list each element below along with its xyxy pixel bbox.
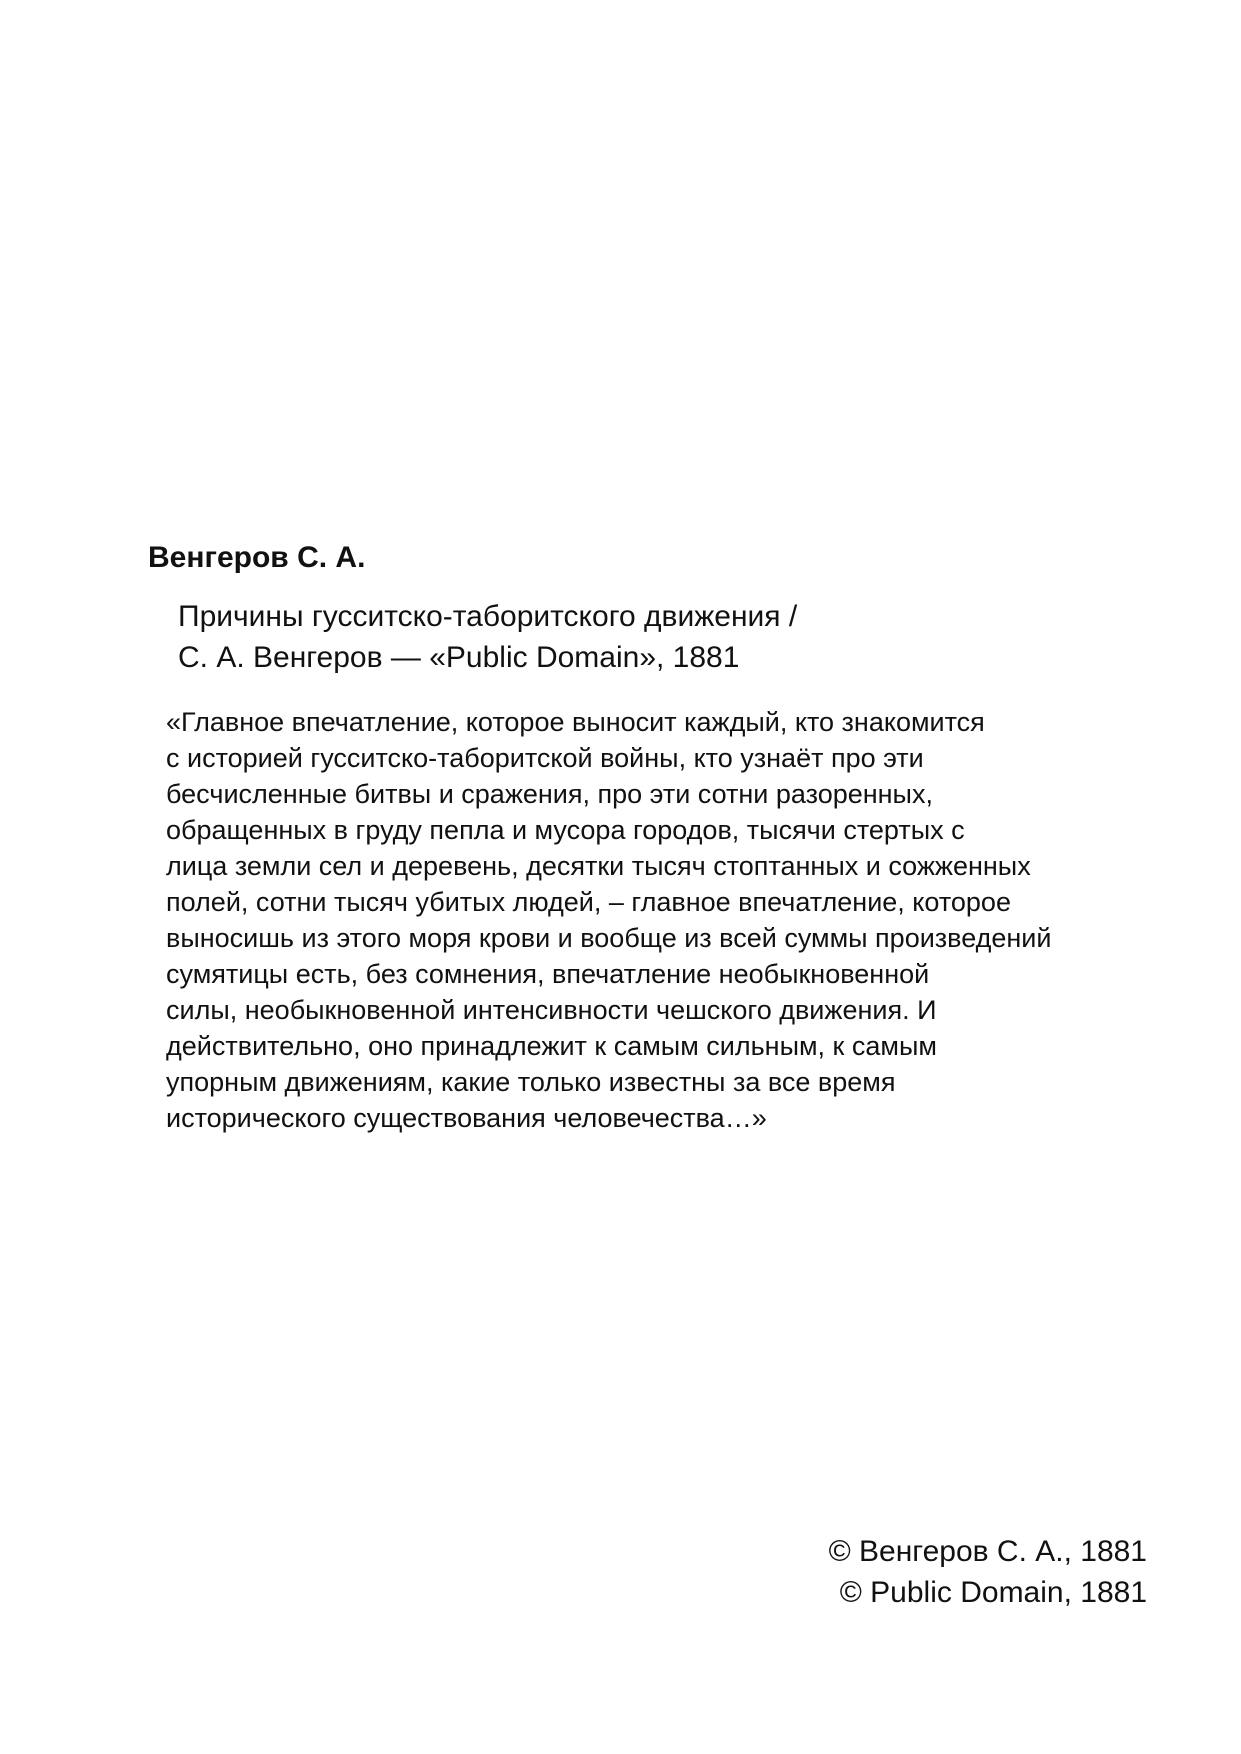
annotation-line: обращенных в груду пепла и мусора городов, тысячи стертых с bbox=[166, 815, 965, 845]
annotation-line: лица земли сел и деревень, десятки тысяч стоптанных и сожженных bbox=[166, 851, 1031, 881]
annotation-line: бесчисленные битвы и сражения, про эти сотни разоренных, bbox=[166, 779, 933, 809]
annotation-line: действительно, оно принадлежит к самым сильным, к самым bbox=[166, 1031, 937, 1061]
annotation-line: с историей гусситско-таборитской войны, кто узнаёт про эти bbox=[166, 743, 924, 773]
annotation-line: выносишь из этого моря крови и вообще из всей суммы произведений bbox=[166, 923, 1052, 953]
annotation-line: упорным движениям, какие только известны за все время bbox=[166, 1067, 896, 1097]
copyright-block bbox=[829, 1531, 1147, 1613]
bibliographic-record bbox=[178, 596, 797, 678]
annotation-line: исторического существования человечества…» bbox=[166, 1103, 767, 1133]
annotation-text bbox=[166, 704, 1051, 1136]
annotation-line: силы, необыкновенной интенсивности чешского движения. И bbox=[166, 995, 937, 1025]
bib-publisher-line: С. А. Венгеров — «Public Domain», 1881 bbox=[178, 641, 740, 674]
annotation-line: «Главное впечатление, которое выносит каждый, кто знакомится bbox=[166, 707, 985, 737]
bib-title-line: Причины гусситско-таборитского движения / bbox=[178, 600, 798, 633]
author-name: Венгеров С. А. bbox=[148, 541, 366, 574]
annotation-line: полей, сотни тысяч убитых людей, – главное впечатление, которое bbox=[166, 887, 1011, 917]
annotation-line: сумятицы есть, без сомнения, впечатление необыкновенной bbox=[166, 959, 930, 989]
copyright-author: © Венгеров С. А., 1881 bbox=[828, 1535, 1147, 1568]
copyright-publisher: © Public Domain, 1881 bbox=[839, 1576, 1147, 1609]
